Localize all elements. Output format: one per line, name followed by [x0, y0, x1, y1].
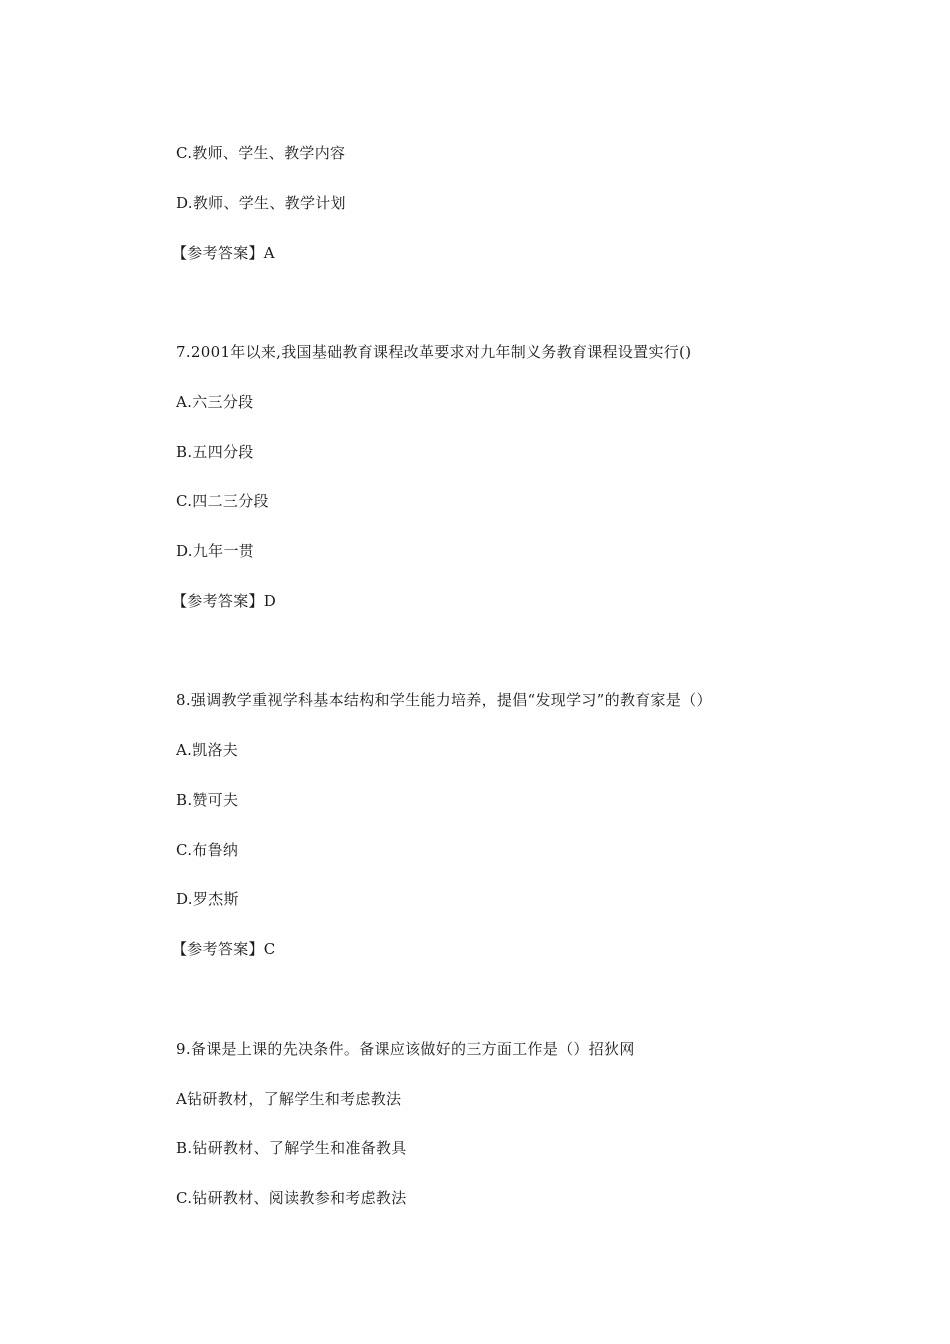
q9-option-c: C.钻研教材、阅读教参和考虑教法	[176, 1189, 407, 1207]
q8-option-b: B.赞可夫	[176, 791, 239, 809]
q9-stem: 9.备课是上课的先决条件。备课应该做好的三方面工作是（）招狄网	[176, 1040, 635, 1058]
q9-option-a: A钻研教材，了解学生和考虑教法	[176, 1090, 402, 1108]
q8-stem: 8.强调教学重视学科基本结构和学生能力培养，提倡“发现学习”的教育家是（）	[176, 691, 712, 709]
q7-option-d: D.九年一贯	[176, 542, 255, 560]
q7-stem: 7.2001年以来,我国基础教育课程改革要求对九年制义务教育课程设置实行()	[176, 343, 692, 361]
q7-option-c: C.四二三分段	[176, 492, 269, 510]
q7-answer: 【参考答案】D	[172, 592, 277, 610]
q8-option-a: A.凯洛夫	[176, 741, 239, 759]
q9-option-b: B.钻研教材、了解学生和准备教具	[176, 1139, 407, 1157]
q7-option-a: A.六三分段	[176, 393, 254, 411]
q6-option-c: C.教师、学生、教学内容	[176, 144, 346, 162]
q8-option-c: C.布鲁纳	[176, 841, 239, 859]
q6-option-d: D.教师、学生、教学计划	[176, 194, 346, 212]
q7-option-b: B.五四分段	[176, 443, 254, 461]
q8-option-d: D.罗杰斯	[176, 890, 239, 908]
q8-answer: 【参考答案】C	[172, 940, 276, 958]
q6-answer: 【参考答案】A	[172, 244, 275, 262]
